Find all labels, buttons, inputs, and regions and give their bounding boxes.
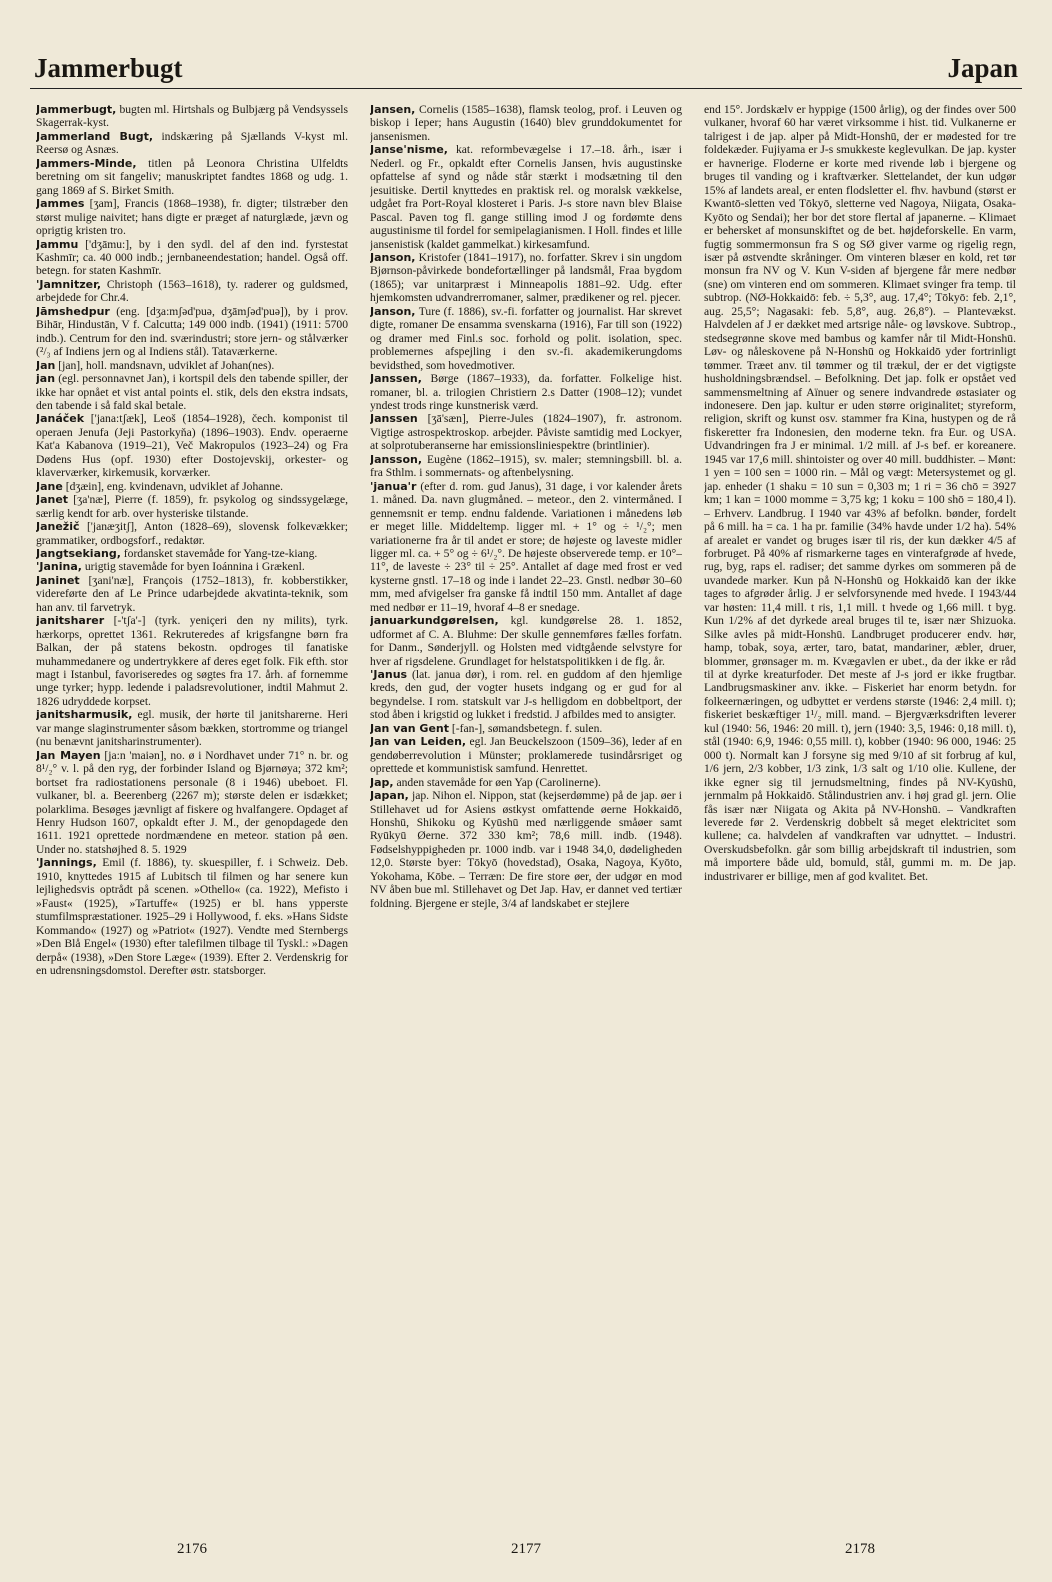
entry-text: ['jana:tʃæk], Leoš (1854–1928), čech. komponist til operaen Jenufa (Jeji Pastorkyňa) (1896–1903). Endv. operaerne Kat'a Kabanova (1919–21), Več Makropulos (1923–24) og Fra Dødens Hus (opf. 1930) efter Dostojevskij, orkester- og klaverværker, kirkemusik, korværker. (36, 412, 348, 480)
entry-headword: Jansson, (370, 452, 423, 466)
entry-text: (egl. personnavnet Jan), i kortspil dels den tabende spiller, der ikke har opnået et vist antal points el. stik, dels den ekstra indsats, den tabende i så fald skal betale. (36, 372, 348, 412)
entry-headword: Jan Mayen (36, 748, 101, 762)
dictionary-entry (36, 493, 348, 520)
dictionary-entry (370, 776, 682, 789)
dictionary-entry (370, 103, 682, 143)
column-1 (36, 103, 348, 1531)
entry-headword: Janse'nisme, (370, 143, 448, 157)
entry-text: (lat. janua dør), i rom. rel. en guddom af den hjemlige kreds, den gud, der vogter husets indgang og er gud for al begyndelse. I rom. statskult var J-s helligdom en dobbeltport, der stod åben i krigstid og lukket i fredstid. J afbildes med to ansigter. (370, 668, 682, 722)
dictionary-entry (36, 130, 348, 157)
entry-headword: Jane (36, 479, 63, 493)
entry-text: [-fan-], sømandsbetegn. f. sulen. (449, 721, 603, 735)
dictionary-entry (36, 278, 348, 305)
dictionary-entry (36, 547, 348, 560)
entry-headword: janitsharmusik, (36, 708, 133, 722)
entry-headword: Jan van Gent (370, 721, 450, 735)
entry-headword: Jāmshedpur (36, 304, 110, 318)
dictionary-entry (36, 359, 348, 372)
dictionary-entry (370, 735, 682, 775)
dictionary-entry (36, 372, 348, 412)
entry-text: bugten ml. Hirtshals og Bulbjærg på Vendsyssels Skagerrak-kyst. (36, 103, 348, 130)
entry-headword: Janssen (370, 412, 418, 426)
entry-text: Eugène (1862–1915), sv. maler; stemningsbill. bl. a. fra Sthlm. i sommernats- og aftenbelysning. (370, 452, 682, 480)
entry-text: egl. musik, der hørte til janitsharerne. Heri var mange slaginstrumenter såsom bækken, stortromme og triangel (nu benævnt janitsharinstrumenter). (36, 708, 348, 749)
entry-headword: Janson, (370, 250, 416, 264)
page-number-middle: 2177 (511, 1541, 541, 1557)
entry-headword: Jan (36, 358, 56, 372)
entry-headword: Janežič (36, 520, 80, 534)
dictionary-entry (704, 103, 1016, 883)
entry-text: [ʒa'næ], Pierre (f. 1859), fr. psykolog og sindssygelæge, særlig kendt for arb. over hysteriske tilstande. (36, 493, 348, 520)
dictionary-entry (36, 238, 348, 278)
dictionary-entry (370, 143, 682, 251)
entry-text: [ʒam], Francis (1868–1938), fr. digter; tilstræber den størst mulige naivitet; hans digte er præget af naturglæde, jævn og oprigtig kristen tro. (36, 197, 348, 238)
entry-headword: Jangtsekiang, (36, 546, 121, 560)
page-numbers (36, 1541, 1018, 1558)
entry-text: Christoph (1563–1618), ty. raderer og guldsmed, arbejdede for Chr.4. (36, 277, 348, 305)
column-2 (370, 103, 682, 1531)
entry-headword: Jammerbugt, (36, 103, 117, 116)
entry-text: [dʒæin], eng. kvindenavn, udviklet af Johanne. (62, 479, 284, 493)
column-3 (704, 103, 1016, 1531)
entry-text: Emil (f. 1886), ty. skuespiller, f. i Schweiz. Deb. 1910, knyttedes 1915 af Lubitsch til filmen og har senere kun lejlighedsvis optrådt på scenen. »Othello« (ca. 1922), Mefisto i »Faust« (1925), »Tartuffe« (1925) er bl. hans ypperste stumfilmspræstationer. 1925–29 i Hollywood, f. eks. »Hans Sidste Kommando« (1927) og »Patriot« (1927). Vendte med Sternbergs »Den Blå Engel« (1930) efter talefilmen tilbage til Tyskl.: »Dagen derpå« (1938), »Den Store Læge« (1939). Efter 2. Verdenskrig for en udrensningsdomstol. Derefter østr. statsborger. (36, 856, 348, 977)
entry-text: Cornelis (1585–1638), flamsk teolog, prof. i Leuven og biskop i Ieper; hans Augustin (1640) blev grunddokumentet for jansenismen. (370, 103, 682, 143)
entry-text: fordansket stavemåde for Yang-tze-kiang. (120, 546, 318, 560)
dictionary-entry (36, 197, 348, 237)
entry-text: (efter d. rom. gud Janus), 31 dage, i vor kalender årets 1. måned. Da. navn glugmåned. – meteor., den 2. vintermåned. I gennemsnit er temp. endnu faldende. Variationen i månedens løb er meget lille. Middeltemp. ligger ml. + 1° og ÷ ¹/₂°; men variationerne fra år til andet er store; de højeste og laveste midler ligger ml. ca. + 5° og ÷ 6¹/₂°. De højeste observerede temp. er 10°–11°, de laveste ÷ 23° til ÷ 25°. Antallet af dage med frost er ved kysterne gnstl. 17–18 og inde i landet 22–23. Gnstl. nedbør 30–60 mm, med afvigelser fra ganske få indtil 150 mm. Antallet af dage med nedbør er 11–19, hvoraf 4–8 er snedage. (370, 479, 682, 614)
entry-headword: Jammerland Bugt, (36, 129, 154, 143)
entry-text: [jan], holl. mandsnavn, udviklet af Johan(nes). (55, 358, 275, 372)
dictionary-entry (370, 480, 682, 615)
entry-text: (eng. [dʒa:mʃəd'puə, dʒāmʃəd'puə]), by i prov. Bihār, Hindustān, V f. Calcutta; 149 000 indb. (1941) (1911: 5700 indb.). Centrum for den ind. sværindustri; store jern- og stålværker (²/₃ af Indiens jern og al Indiens stål). Tataværkerne. (36, 304, 348, 359)
text-columns (36, 103, 1018, 1531)
dictionary-entry (370, 453, 682, 480)
page-number-right: 2178 (845, 1541, 875, 1557)
entry-text: indskæring på Sjællands V-kyst ml. Reersø og Asnæs. (36, 129, 348, 157)
entry-headword: Jammers-Minde, (36, 156, 137, 170)
entry-headword: jan (36, 372, 56, 386)
dictionary-entry (370, 305, 682, 372)
entry-text: kgl. kundgørelse 28. 1. 1852, udformet af C. A. Bluhme: Der skulle gennemføres fælles forfatn. for Danm., Sønderjyll. og Holsten med vidtgående selvstyre for hver af rigsdelene. Grundlaget for helstatspolitikken i de flg. år. (370, 614, 682, 668)
entry-text: Ture (f. 1886), sv.-fi. forfatter og journalist. Har skrevet digte, romaner De ensamma svenskarna (1916), Far till son (1922) og dramer med Finl.s soc. forhold og polit. isolation, spec. problemernes afspejling i den sv.-fi. akademikerungdoms bevidsthed, som hovedmotiver. (370, 304, 682, 372)
entry-headword: 'Janina, (36, 560, 82, 574)
dictionary-entry (36, 480, 348, 493)
dictionary-entry (36, 305, 348, 359)
guide-word-left: Jammerbugt (34, 53, 183, 83)
dictionary-entry (36, 412, 348, 479)
entry-headword: Jammu (36, 237, 79, 251)
entry-headword: Janáček (36, 412, 85, 426)
entry-text: egl. Jan Beuckelszoon (1509–36), leder af en gendøberrevolution i Münster; proklamerede tusindårsriget og oprettede et kommunistisk samfund. Henrettet. (370, 735, 682, 776)
entry-headword: Jansen, (370, 103, 416, 116)
entry-headword: Janinet (36, 573, 80, 587)
entry-headword: Janssen, (370, 372, 422, 386)
entry-text: titlen på Leonora Christina Ulfeldts beretning om sit fangeliv; manuskriptet fandtes 1868 og udg. 1. gang 1869 af S. Birket Smith. (36, 156, 348, 197)
page-number-left: 2176 (177, 1541, 207, 1557)
entry-text: end 15°. Jordskælv er hyppige (1500 årlig), og der findes over 500 vulkaner, hvoraf 60 har været virksomme i hist. tid. Vulkanerne er talrigest i de jap. alper på Midt-Honshū, der er mødested for tre foldekæder. Fujiyama er J-s smukkeste keglevulkan. De jap. kyster er havnerige. Floderne er korte med rivende løb i bjergene og bruges til vanding og i kraftværker. Slettelandet, der kun udgør 15% af landets areal, er enten flodsletter el. fhv. havbund (størst er Kwantō-sletten ved Tōkyō, sletterne ved Nagoya, Niigata, Osaka-Kyōto og Sendai); her bor det store flertal af japanerne. – Klimaet er behersket af monsunskiftet og de bet. højdeforskelle. En varm, fugtig sommermonsun fra S og SØ giver varme og rigelig regn, især på østvendte skråninger. Om vinteren blæser en kold, ret tør monsun fra NV og V. Kun V-siden af bjergene får mere nedbør (sne) om vinteren end om sommeren. Klimaet svinger fra temp. til subtrop. (NØ-Hokkaidō: feb. ÷ 5,3°, aug. 17,4°; Tōkyō: feb. 2,1°, aug. 25,5°; Nagasaki: feb. 5,8°, aug. 26,8°). – Plantevækst. Halvdelen af J er dækket med artsrige nåle- og løvskove. Subtrop., stedsegrønne skove med bambus og kamfer når til Midt-Honshū. Løv- og nåleskovene på N-Honshū og Hokkaidō yder fortrinligt tømmer. Træet anv. til tømmer og til trækul, der er det vigtigste husholdningsbrændsel. – Befolkning. Det jap. folk er opstået ved sammensmeltning af Aïnuer og senere indvandrede østasiater og indonesere. Den jap. kultur er uden større originalitet; styreform, religion, skrift og kunst osv. stammer fra Kina, hustypen og de rå fiskeretter fra Indonesien, den moderne tekn. fra Eur. og USA. Udvandringen fra J er minimal. 1/2 mill. af J-s bef. er koreanere. 1945 var 17,6 mill. shintoister og over 40 mill. buddhister. – Mønt: 1 yen = 100 sen = 1000 rin. – Mål og vægt: Metersystemet og gl. jap. enheder (1 shaku = 10 sun = 0,303 m; 1 ri = 36 chō = 3927 km; 1 kan = 1000 momme = 3,75 kg; 1 koku = 100 shō = 180,4 l). – Erhverv. Landbrug. I 1940 var 43% af befolkn. bønder, fordelt på 6 mill. ha = ca. 1 ha pr. familie (34% havde under 1/2 ha). 54% af arealet er vandet og bruges især til ris, der kun dækker 4/5 af forbruget. På 40% af rismarkerne tages en vinterafgrøde af hvede, rug, byg, raps el. radiser; det samme dyrkes om sommeren på de uvandede marker. Kun på N-Honshū og Hokkaidō kan der ikke tages to afgrøder årlig. J er selvforsynende med hvede. I 1943/44 var høsten: 11,4 mill. t ris, 1,1 mill. t hvede og 1,66 mill. t byg. Kun 1/2% af det dyrkede areal bruges til te, især nær Shizuoka. Silke avles på midt-Honshū. Landbruget producerer endv. hør, hamp, tobak, soya, ærter, taro, batat, mandariner, æbler, druer, blommer, grønsager m. m. Kvægavlen er ubet., da der ikke er råd til at dyrke kreaturfoder. Det meste af J-s jord er ikke frugtbar. Landbrugsmaskiner anv. ikke. – Fiskeriet har enorm betydn. for folkeernæringen, og udbyttet er verdens største (1946: 2,4 mill. t); fiskeriet beskæftiger 1¹/₂ mill. mand. – Bjergværksdriften leverer kul (1940: 56, 1946: 20 mill. t), jern (1940: 3,5, 1946: 0,18 mill. t), stål (1940: 6,9, 1946: 0,55 mill. t), kobber (1940: 96 000, 1946: 25 000 t). Normalt kan J forsyne sig med 9/10 af sit forbrug af kul, 1/6 jern, 2/3 kobber, 1/3 zink, 1/3 salt og 1/10 olie. Kullene, der ikke egner sig til jernudsmeltning, findes på NV-Kyūshū, jernmalm på Hokkaidō. Stålindustrien anv. i høj grad gl. jern. Olie fås især nær Niigata og Akita på NV-Honshū. – Vandkraften leverede før 2. Verdenskrig dobbelt så meget elektricitet som kullene; ca. halvdelen af vandkraften var udnyttet. – Industri. Overskudsbefolkn. går som billig arbejdskraft til industrien, som må importere både uld, bomuld, stål, gummi m. m. De jap. industrivarer er billige, men af god kvalitet. Bet. (704, 103, 1016, 883)
entry-headword: janitsharer (36, 614, 105, 628)
entry-headword: Jammes (36, 197, 85, 211)
entry-headword: januarkundgørelsen, (370, 614, 499, 628)
entry-text: anden stavemåde for øen Yap (Carolinerne). (393, 775, 601, 789)
entry-text: Børge (1867–1933), da. forfatter. Folkelige hist. romaner, bl. a. trilogien Christiern 2.s Datter (1908–12); vundet yndest trods ringe kunstnerisk værd. (370, 372, 682, 412)
dictionary-entry (36, 560, 348, 573)
entry-headword: 'Jannings, (36, 856, 97, 870)
entry-text: Kristofer (1841–1917), no. forfatter. Skrev i sin ungdom Bjørnson-påvirkede bondefortællinger på landsmål, Fraa bygdom (1865); var unitarpræst i Minneapolis 1881–92. Udg. efter hjemkomsten udvandrerromaner, salmer, prædikener og rel. pjecer. (370, 250, 682, 305)
entry-text: kat. reformbevægelse i 17.–18. årh., især i Nederl. og Fr., opkaldt efter Cornelis Jansen, hvis augustinske opfattelse af synd og nåde står stærkt i modsætning til den jesuitiske. Dertil knyttedes en praktisk rel. og moralsk vækkelse, udgået fra Port-Royal klosteret i Paris. J-s store navn blev Blaise Pascal. Paven tog fl. gange stilling imod J og fordømte dens augustinisme til fordel for semipelagianismen. I Holl. findes et lille jansenistisk (kaldet gammelkat.) kirkesamfund. (370, 143, 682, 251)
dictionary-entry (370, 251, 682, 305)
entry-text: ['janæʒitʃ], Anton (1828–69), slovensk folkevækker; grammatiker, ordbogsforf., redaktør. (36, 520, 348, 547)
entry-headword: 'Janus (370, 668, 408, 682)
entry-text: jap. Nihon el. Nippon, stat (kejserdømme) på de jap. øer i Stillehavet ud for Asiens østkyst omfattende øerne Hokkaidō, Honshū, Shikoku og Kyūshū med nærliggende småøer samt Ryūkyū Øerne. 372 330 km²; 78,6 mill. indb. (1948). Fødselshyppigheden pr. 1000 indb. var i 1948 34,0, dødeligheden 12,0. Største byer: Tōkyō (hovedstad), Osaka, Nagoya, Kyōto, Yokohama, Kōbe. – Terræn: De fire store øer, der udgør en mod NV åben bue ml. Stillehavet og Det Jap. Hav, er dannet ved tertiær foldning. Bjergene er stejle, 3/4 af landskabet er stejlere (370, 789, 682, 910)
dictionary-entry (370, 722, 682, 735)
entry-headword: 'Jamnitzer, (36, 277, 102, 291)
guide-word-right: Japan (947, 53, 1018, 83)
dictionary-entry (370, 372, 682, 412)
dictionary-entry (370, 412, 682, 452)
dictionary-entry (370, 789, 682, 910)
entry-headword: Jan van Leiden, (370, 735, 467, 749)
entry-text: [ja:n 'maiən], no. ø i Nordhavet under 71° n. br. og 8¹/₂° v. l. på den ryg, der forbinder Island og Bjørnøya; 372 km²; bortset fra radiostationens personale (8 i 1946) ubeboet. Fl. vulkaner, bl. a. Beerenberg (2267 m); største delen er isdækket; polarklima. Besøges jævnligt af fiskere og hvalfangere. Opdaget af Henry Hudson 1607, opkaldt efter J. M., der genopdagede den 1611. 1921 oprettede nordmændene en meteor. station på øen. Under no. statshøjhed 8. 5. 1929 (36, 748, 348, 856)
dictionary-entry (36, 614, 348, 708)
dictionary-entry (36, 574, 348, 614)
entry-text: [-'tʃa'-] (tyrk. yeniçeri den ny milits), tyrk. hærkorps, oprettet 1361. Rekruteredes af krigsfangne børn fra Balkan, der på statens bekostn. opdroges til fanatiske muhammedanere og undertrykkere af deres eget folk. Fik efth. stor magt i Istanbul, favoriseredes og søgtes fra 17. årh. af fornemme unge tyrker; hypp. ledende i paladsrevolutioner, indtil Mahmut 2. 1826 udryddede korpset. (36, 614, 348, 708)
entry-headword: 'janua'r (370, 479, 417, 493)
entry-text: [ʒā'sæn], Pierre-Jules (1824–1907), fr. astronom. Vigtige astrospektroskop. arbejder. Påviste samtidig med Lockyer, at solprotuberanserne har emissionsliniespektre (brintlinier). (370, 412, 682, 453)
entry-text: ['dʒāmu:], by i den sydl. del af den ind. fyrstestat Kashmīr; ca. 40 000 indb.; jernbaneendestation; handel. Også off. betegn. for staten Kashmīr. (36, 237, 348, 278)
dictionary-entry (370, 614, 682, 668)
entry-headword: Jap, (370, 775, 394, 789)
entry-text: urigtig stavemåde for byen Ioánnina i Grækenl. (81, 560, 305, 574)
entry-headword: Janson, (370, 304, 416, 318)
entry-text: [ʒani'næ], François (1752–1813), fr. kobberstikker, videreførte den af Le Prince udarbejdede akvatinta-teknik, som han anv. til farvetryk. (36, 573, 348, 614)
dictionary-entry (370, 668, 682, 722)
dictionary-entry (36, 520, 348, 547)
dictionary-entry (36, 103, 348, 130)
entry-headword: Japan, (370, 789, 409, 803)
entry-headword: Janet (36, 493, 69, 507)
dictionary-entry (36, 749, 348, 857)
dictionary-entry (36, 157, 348, 197)
dictionary-entry (36, 856, 348, 977)
dictionary-entry (36, 708, 348, 748)
page-header (30, 42, 1022, 89)
